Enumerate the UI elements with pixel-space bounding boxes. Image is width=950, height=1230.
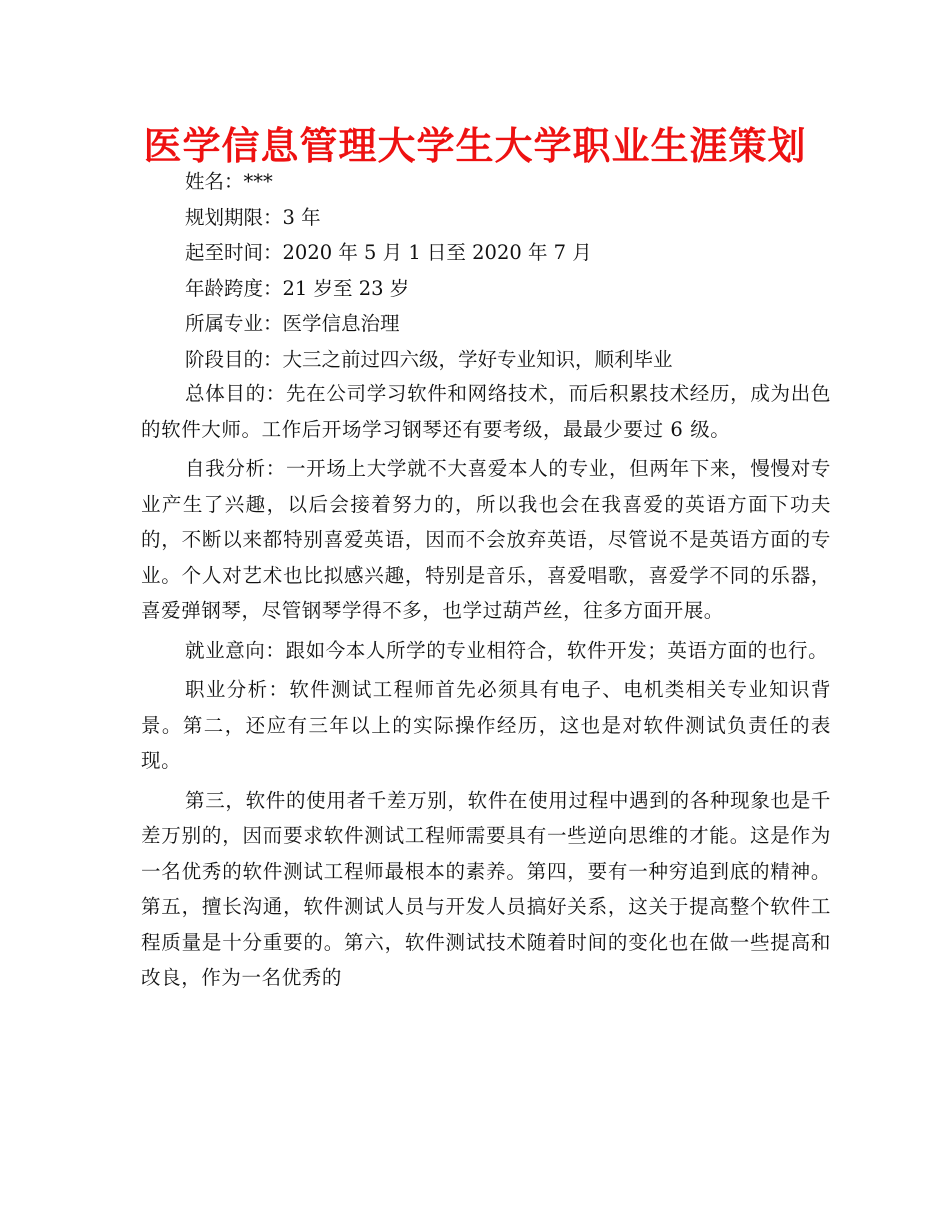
paragraph-career-intent: 就业意向：跟如今本人所学的专业相符合，软件开发；英语方面的也行。 bbox=[185, 638, 829, 662]
paragraph-overall-goal: 总体目的：先在公司学习软件和网络技术，而后积累技术经历，成为出色的软件大师。工作后开场学习钢琴还有要考级，最最少要过 6 级。 bbox=[141, 382, 831, 441]
document-title: 医学信息管理大学生大学职业生涯策划 bbox=[143, 124, 807, 168]
document-body bbox=[141, 376, 831, 1000]
document-meta bbox=[185, 164, 885, 377]
paragraph-self-analysis: 自我分析：一开场上大学就不大喜爱本人的专业，但两年下来，慢慢对专业产生了兴趣，以后会接着努力的，所以我也会在我喜爱的英语方面下功夫的，不断以来都特别喜爱英语，因而不会放弃英语，尽管说不是英语方面的专业。个人对艺术也比拟感兴趣，特别是音乐，喜爱唱歌，喜爱学不同的乐器，喜爱弹钢琴，尽管钢琴学得不多，也学过葫芦丝，往多方面开展。 bbox=[141, 457, 831, 622]
meta-age-span: 年龄跨度：21 岁至 23 岁 bbox=[185, 276, 410, 300]
meta-name: 姓名：*** bbox=[185, 170, 273, 193]
meta-major: 所属专业：医学信息治理 bbox=[185, 312, 400, 335]
paragraph-requirements: 第三，软件的使用者千差万别，软件在使用过程中遇到的各种现象也是千差万别的，因而要求软件测试工程师需要具有一些逆向思维的才能。这是作为一名优秀的软件测试工程师最根本的素养。第四，要有一种穷追到底的精神。第五，擅长沟通，软件测试人员与开发人员搞好关系，这关于提高整个软件工程质量是十分重要的。第六，软件测试技术随着时间的变化也在做一些提高和改良，作为一名优秀的 bbox=[141, 788, 831, 989]
meta-time-span: 起至时间：2020 年 5 月 1 日至 2020 年 7 月 bbox=[185, 241, 592, 264]
meta-plan-period: 规划期限：3 年 bbox=[185, 205, 321, 229]
meta-stage-goal: 阶段目的：大三之前过四六级，学好专业知识，顺利毕业 bbox=[185, 347, 673, 371]
paragraph-career-analysis: 职业分析：软件测试工程师首先必须具有电子、电机类相关专业知识背景。第二，还应有三年以上的实际操作经历，这也是对软件测试负责任的表现。 bbox=[141, 678, 831, 772]
